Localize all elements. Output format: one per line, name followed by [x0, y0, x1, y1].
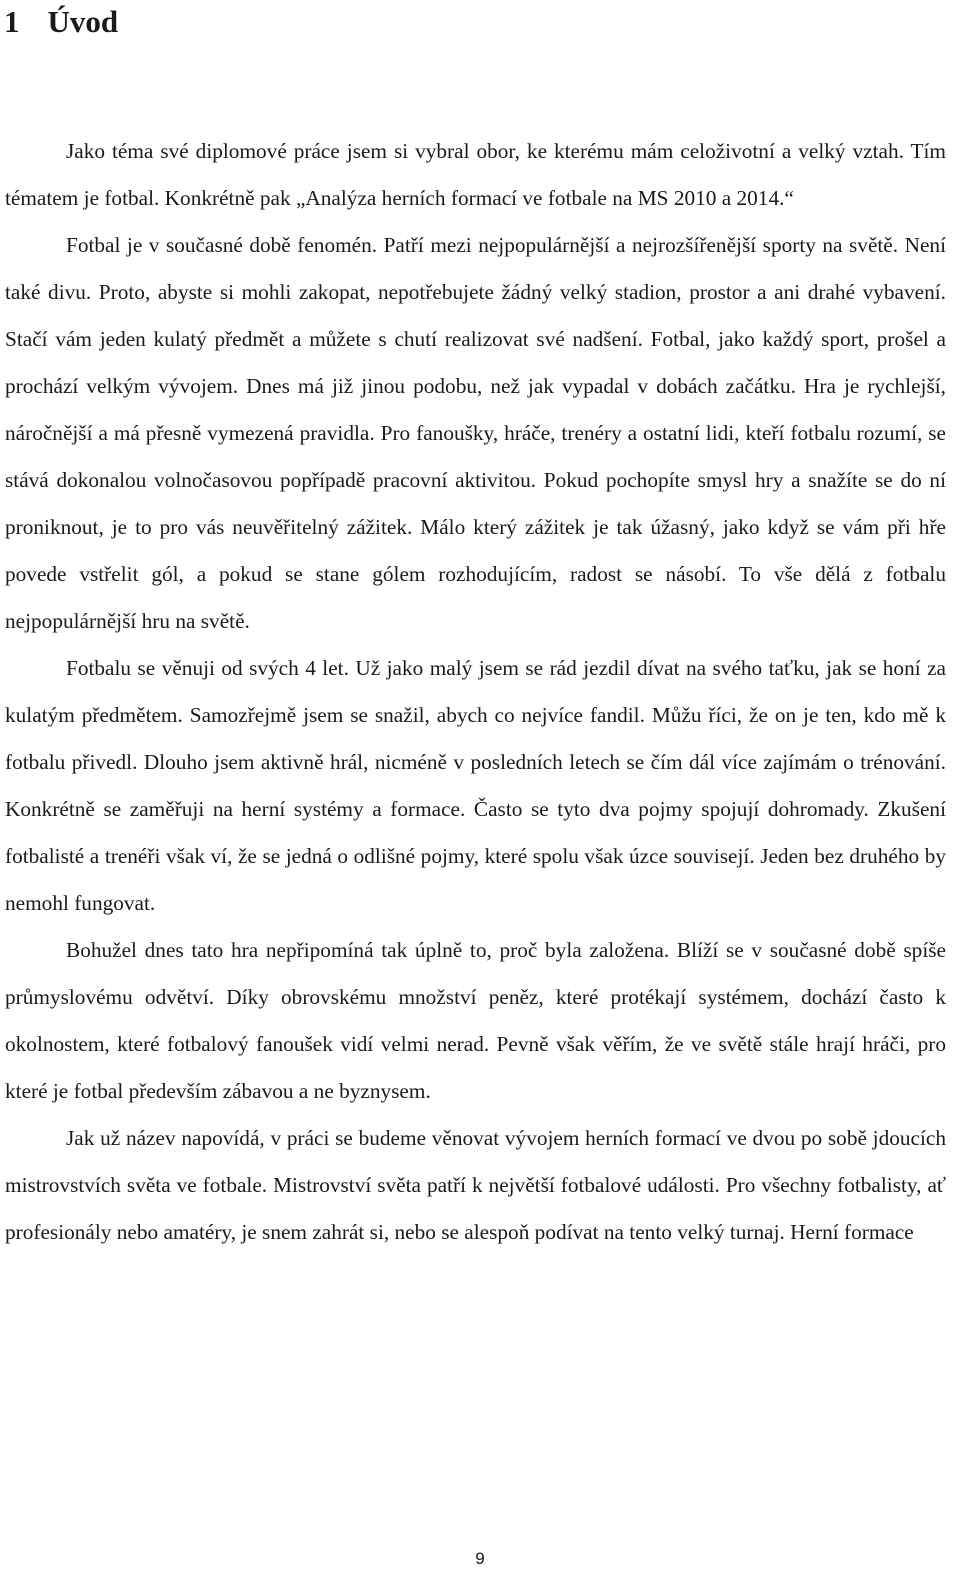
paragraph-personal-background: Fotbalu se věnuji od svých 4 let. Už jako malý jsem se rád jezdil dívat na svého taťku, jak se honí za kulatým předmětem. Samozřejmě jsem se snažil, abych co nejvíce fandil. Můžu říci, že on je ten, kdo mě k fotbalu přivedl. Dlouho jsem aktivně hrál, nicméně v posledních letech se čím dál více zajímám o trénování. Konkrétně se zaměřuji na herní systémy a formace. Často se tyto dva pojmy spojují dohromady. Zkušení fotbalisté a trenéři však ví, že se jedná o odlišné pojmy, které spolu však úzce souvisejí. Jeden bez druhého by nemohl fungovat. — [5, 656, 946, 915]
paragraph-commercialization: Bohužel dnes tato hra nepřipomíná tak úplně to, proč byla založena. Blíží se v současné době spíše průmyslovému odvětví. Díky obrovskému množství peněz, které protékají systémem, dochází často k okolnostem, které fotbalový fanoušek vidí velmi nerad. Pevně však věřím, že ve světě stále hrají hráči, pro které je fotbal především zábavou a ne byznysem. — [5, 938, 946, 1103]
chapter-title: Úvod — [47, 4, 119, 39]
paragraph-thesis-scope: Jak už název napovídá, v práci se budeme věnovat vývojem herních formací ve dvou po sobě jdoucích mistrovstvích světa ve fotbale. Mistrovství světa patří k největší fotbalové události. Pro všechny fotbalisty, ať profesionály nebo amatéry, je snem zahrát si, nebo se alespoň podívat na tento velký turnaj. Herní formace — [5, 1126, 946, 1244]
chapter-heading — [4, 2, 118, 42]
page-number: 9 — [475, 1549, 485, 1568]
paragraph-football-phenomenon: Fotbal je v současné době fenomén. Patří mezi nejpopulárnější a nejrozšířenější sporty na světě. Není také divu. Proto, abyste si mohli zakopat, nepotřebujete žádný velký stadion, prostor a ani drahé vybavení. Stačí vám jeden kulatý předmět a můžete s chutí realizovat své nadšení. Fotbal, jako každý sport, prošel a prochází velkým vývojem. Dnes má již jinou podobu, než jak vypadal v dobách začátku. Hra je rychlejší, náročnější a má přesně vymezená pravidla. Pro fanoušky, hráče, trenéry a ostatní lidi, kteří fotbalu rozumí, se stává dokonalou volnočasovou popřípadě pracovní aktivitou. Pokud pochopíte smysl hry a snažíte se do ní proniknout, je to pro vás neuvěřitelný zážitek. Málo který zážitek je tak úžasný, jako když se vám při hře povede vstřelit gól, a pokud se stane gólem rozhodujícím, radost se násobí. To vše dělá z fotbalu nejpopulárnější hru na světě. — [5, 233, 946, 633]
body-text — [5, 128, 946, 1256]
paragraph-intro: Jako téma své diplomové práce jsem si vybral obor, ke kterému mám celoživotní a velký vztah. Tím tématem je fotbal. Konkrétně pak „Analýza herních formací ve fotbale na MS 2010 a 2014.“ — [5, 139, 946, 210]
chapter-number: 1 — [4, 4, 20, 39]
